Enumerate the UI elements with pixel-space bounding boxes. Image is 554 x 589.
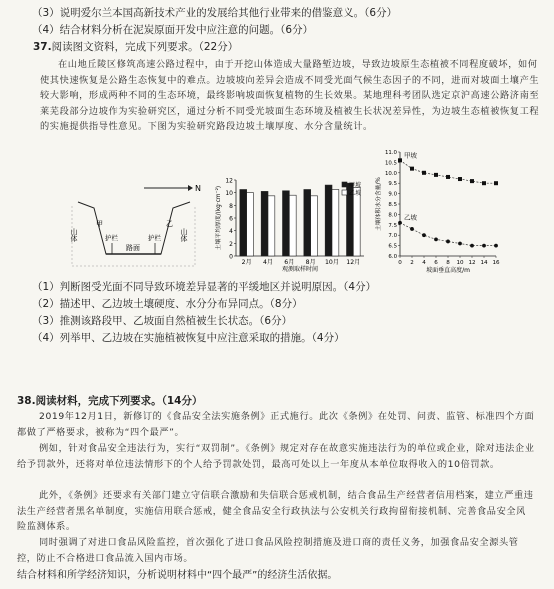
- q38-number: 38.: [17, 395, 36, 407]
- x-tick-label: 2: [410, 260, 414, 266]
- bar: [289, 195, 296, 256]
- data-point: [470, 179, 474, 183]
- x-tick-label: 14: [480, 260, 488, 266]
- data-point: [458, 242, 462, 246]
- x-tick-label: 8: [446, 260, 450, 266]
- bar: [311, 196, 318, 256]
- legend-label: 甲坡: [349, 182, 362, 189]
- slope-a-label: 甲: [96, 220, 103, 228]
- y-tick-label: 6.0: [388, 254, 397, 260]
- y-tick-label: 12: [225, 177, 233, 185]
- y-axis-label: 土壤体积水分含量/%: [376, 177, 382, 231]
- q38-paragraph-4: 同时强调了对进口食品风险监控，首次强化了进口食品风险控制措施及进口商的责任义务，加强食品安全源头管控，防止不合格进口食品流入国内市场。: [17, 537, 519, 564]
- north-arrow: [144, 184, 201, 193]
- data-point: [494, 181, 498, 185]
- mountain-left-label: 山体: [70, 228, 78, 242]
- x-tick-label: 8月: [305, 259, 316, 266]
- data-point: [422, 233, 426, 237]
- bar: [268, 196, 275, 256]
- legend-label: 乙坡: [349, 190, 362, 197]
- bar: [283, 191, 290, 256]
- legend-swatch: [342, 190, 347, 195]
- data-point: [458, 177, 462, 181]
- y-tick-label: 6: [229, 215, 233, 223]
- y-tick-label: 9.5: [388, 181, 397, 188]
- x-tick-label: 4月: [262, 259, 274, 266]
- bar: [332, 190, 339, 257]
- bar: [325, 185, 332, 256]
- q37-title: 阅读图文资料，完成下列要求。（22分）: [51, 41, 239, 53]
- data-point: [482, 244, 486, 248]
- guardrail-right-label: 护栏: [148, 234, 161, 242]
- data-point: [470, 244, 474, 248]
- q37-sub-1: （1）判断图受光面不同导致环境差异显著的平缓地区并说明原因。（4分）: [32, 281, 377, 293]
- x-tick-label: 12: [468, 260, 476, 266]
- y-tick-label: 8.5: [388, 202, 397, 208]
- bar: [240, 190, 247, 257]
- road-cross-section-diagram: [66, 178, 201, 270]
- y-tick-label: 6.5: [388, 243, 397, 250]
- soil-thickness-bar-chart: [214, 172, 370, 274]
- y-tick-label: 7.0: [388, 233, 397, 240]
- q38-title: 阅读材料，完成下列要求。（14分）: [35, 395, 203, 407]
- x-axis-label: 观测取样时间: [281, 266, 319, 273]
- q37-material: 在山地丘陵区修筑高速公路过程中，由于开挖山体造成大量路堑边坡，导致边坡原生态植被不同程度破坏，如何使其快速恢复是公路生态恢复中的难点。边坡坡向差异会造成不同受光面气候生态因子的不同，进而对坡面土壤产生较大影响，形成两种不同的生态环境，最终影响坡面恢复植物的生长效果。某地理科考团队选定京沪高速公路济南至莱芜段部分边坡作为实验研究区，通过分析不同受光坡面生态环境及植被生长状况差异性，为边坡生态植被恢复工程的实施提供指导性意见。下图为实验研究路段边坡土壤厚度、水分含量统计。: [40, 59, 540, 132]
- q38-paragraph-2: 例如，针对食品安全违法行为，实行“双罚制”。《条例》规定对存在故意实施违法行为的单位或企业，除对违法企业给予罚款外，还将对单位违法情形下的个人给予罚款处罚，最高可处以上一年度从本单位取得收入的10倍罚款。: [17, 443, 535, 470]
- data-point: [422, 171, 426, 175]
- q37-header: [33, 40, 238, 54]
- x-tick-label: 6月: [284, 259, 295, 266]
- legend-swatch: [342, 182, 347, 187]
- bar: [247, 193, 254, 256]
- q37-sub-3: （3）推测该路段甲、乙坡面自然植被生长状态。（6分）: [32, 315, 293, 327]
- x-tick-label: 16: [492, 260, 500, 266]
- data-point: [410, 227, 414, 231]
- data-point: [398, 158, 402, 162]
- question-36-4: （4）结合材料分析在泥炭原面开发中应注意的问题。（6分）: [32, 24, 314, 36]
- x-tick-label: 12月: [346, 259, 361, 266]
- data-point: [434, 173, 438, 177]
- y-tick-label: 8.0: [388, 212, 397, 219]
- q38-header: [17, 394, 202, 408]
- mountain-right-label: 山体: [180, 228, 188, 242]
- y-axis-label: 土壤平均厚度/(kg·cm⁻²): [216, 185, 222, 251]
- data-point: [410, 167, 414, 171]
- q38-question: 结合材料和所学经济知识，分析说明材料中“四个最严”的经济生活依据。: [17, 570, 338, 581]
- q37-number: 37.: [33, 41, 52, 53]
- slope-b-label: 乙: [166, 220, 173, 228]
- x-tick-label: 10: [456, 260, 464, 266]
- q38-paragraph-1: 2019年12月1日，新修订的《食品安全法实施条例》正式施行。此次《条例》在处罚、问责、监管、标准四个方面都做了严格要求，被称为“四个最严”。: [17, 411, 535, 438]
- road-label: 路面: [126, 244, 140, 252]
- y-tick-label: 11.0: [384, 150, 397, 156]
- bar: [261, 191, 268, 256]
- y-tick-label: 7.5: [388, 222, 397, 229]
- series-line: [400, 160, 496, 183]
- data-point: [482, 181, 486, 185]
- data-point: [446, 240, 450, 244]
- q38-paragraph-3: 此外，《条例》还要求有关部门建立守信联合激励和失信联合惩戒机制，结合食品生产经营者信用档案，建立严重违法生产经营者黑名单制度，实施信用联合惩戒，健全食品安全行政执法与公安机关行政拘留衔接机制、完善食品安全风险监测体系。: [17, 490, 534, 532]
- y-tick-label: 10.0: [384, 170, 397, 177]
- x-tick-label: 0: [398, 260, 402, 266]
- x-axis-label: 坡面垂直高度/m: [426, 267, 470, 274]
- y-tick-label: 8: [229, 202, 233, 210]
- y-tick-label: 10.5: [384, 160, 397, 167]
- x-tick-label: 6: [434, 260, 438, 266]
- bar: [304, 190, 311, 257]
- series-label: 甲坡: [404, 151, 417, 160]
- y-tick-label: 2: [229, 240, 233, 248]
- y-tick-label: 4: [229, 228, 233, 236]
- data-point: [398, 221, 402, 225]
- guardrail-left-label: 护栏: [105, 234, 118, 242]
- question-36-3: （3）说明爱尔兰本国高新技术产业的发展给其他行业带来的借鉴意义。（6分）: [32, 7, 398, 19]
- x-tick-label: 2月: [241, 259, 252, 266]
- data-point: [494, 244, 498, 248]
- bar: [353, 188, 360, 256]
- y-tick-label: 9.0: [388, 191, 397, 198]
- x-tick-label: 4: [422, 260, 426, 266]
- y-tick-label: 0: [229, 253, 233, 261]
- q37-sub-4: （4）列举甲、乙边坡在实施植被恢复中应注意采取的措施。（4分）: [32, 332, 345, 344]
- north-label: N: [195, 184, 201, 193]
- x-tick-label: 10月: [324, 259, 340, 266]
- q37-sub-2: （2）描述甲、乙边坡土壤硬度、水分分布异同点。（8分）: [32, 298, 303, 310]
- soil-moisture-chart: [374, 146, 504, 276]
- y-tick-label: 10: [225, 190, 233, 198]
- series-label: 乙坡: [404, 213, 417, 222]
- data-point: [446, 175, 450, 179]
- data-point: [434, 237, 438, 241]
